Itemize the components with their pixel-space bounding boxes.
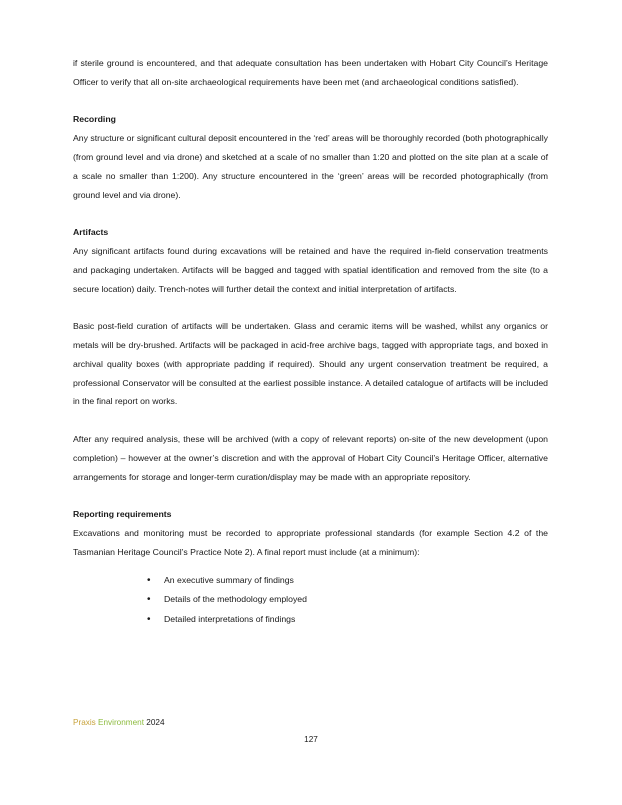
list-item: • Detailed interpretations of findings xyxy=(147,610,548,630)
artifacts-paragraph-1: Any significant artifacts found during excavations will be retained and have the required in-field conservation treatments and packaging undertaken. Artifacts will be bagged and tagged with spatial identification and removed from the site (to a secure location) daily. Trench-notes will further detail the context and initial interpretation of artifacts. xyxy=(73,245,548,294)
recording-heading: Recording xyxy=(73,114,116,125)
brand-name xyxy=(73,718,144,727)
list-item: • An executive summary of findings xyxy=(147,571,548,591)
brand-praxis: Praxis xyxy=(73,718,96,727)
footer-year: 2024 xyxy=(146,718,165,727)
intro-paragraph: if sterile ground is encountered, and that adequate consultation has been undertaken with Hobart City Council’s Heritage Officer to verify that all on-site archaeological requirements have been met (and archaeological conditions satisfied). xyxy=(73,58,548,87)
artifacts-paragraph-3: After any required analysis, these will be archived (with a copy of relevant reports) on-site of the new development (upon completion) – however at the owner’s discretion and with the approval of Hobart City Council’s Heritage Officer, alternative arrangements for storage and longer-term curation/display may be made with an appropriate repository. xyxy=(73,433,548,482)
artifacts-heading: Artifacts xyxy=(73,227,109,238)
page-number: 127 xyxy=(304,735,318,744)
footer-brand xyxy=(73,717,165,729)
reporting-paragraph: Excavations and monitoring must be recorded to appropriate professional standards (for example Section 4.2 of the Tasmanian Heritage Council’s Practice Note 2). A final report must include (at a minimum): xyxy=(73,527,548,557)
page-content xyxy=(73,54,548,629)
list-item: • Details of the methodology employed xyxy=(147,590,548,610)
reporting-heading: Reporting requirements xyxy=(73,509,172,520)
recording-paragraph: Any structure or significant cultural deposit encountered in the ‘red’ areas will be thoroughly recorded (both photographically (from ground level and via drone) and sketched at a scale of no smaller than 1:20 and plotted on the site plan at a scale of a scale no smaller than 1:200). Any structure encountered in the ‘green’ areas will be recorded photographically (from ground level and via drone). xyxy=(73,133,548,200)
artifacts-paragraph-2: Basic post-field curation of artifacts will be undertaken. Glass and ceramic items will be washed, whilst any organics or metals will be dry-brushed. Artifacts will be packaged in acid-free archive bags, tagged with appropriate tags, and boxed in archival quality boxes (with appropriate padding if required). Should any urgent conservation treatment be required, a professional Conservator will be consulted at the earliest possible instance. A detailed catalogue of artifacts will be included in the final report on works. xyxy=(73,321,548,407)
brand-environment: Environment xyxy=(98,718,144,727)
requirements-list xyxy=(73,571,548,630)
